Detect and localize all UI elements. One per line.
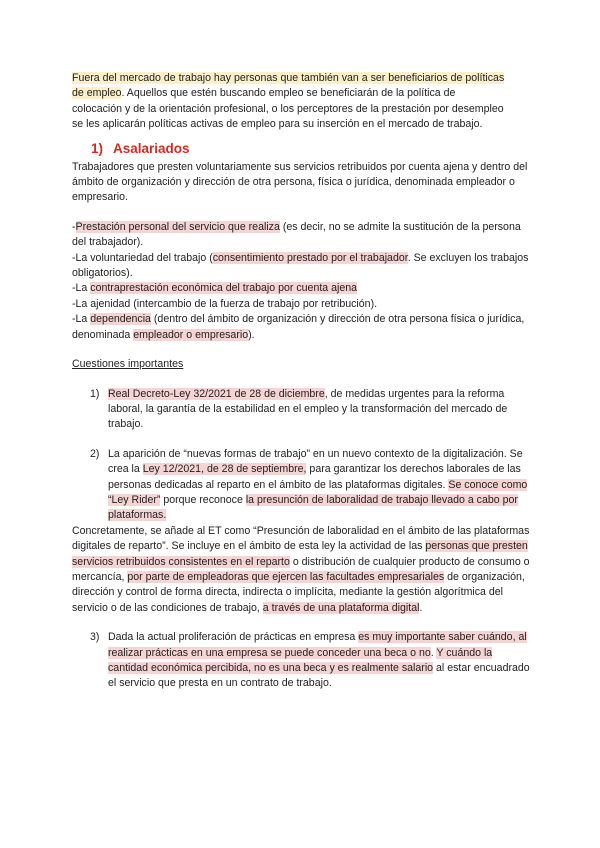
highlight-consentimiento: consentimiento prestado por el trabajador: [212, 251, 408, 264]
highlight-plataforma-digital: a través de una plataforma digital: [262, 601, 420, 614]
intro-line-3: . Aquellos que estén buscando empleo se beneficiarán de la política de: [121, 87, 456, 100]
text-run: , de medidas urgentes para la reforma laboral, la garantía de la estabilidad en el empleo y la transformación del mercado de trabajo.: [108, 387, 508, 431]
cuestiones-heading: Cuestiones importantes: [72, 358, 184, 371]
text-run: Concretamente, se añade al ET como “Presunción de laboralidad en el ámbito de las plataformas digitales de reparto”. Se incluye en el ámbito de esta ley la actividad de las: [72, 524, 530, 553]
highlight-empleadoras: por parte de empleadoras que ejercen las facultades empresariales: [127, 570, 445, 583]
list-item: [72, 630, 532, 692]
requisito-voluntariedad: [72, 251, 532, 282]
text-run: Dada la actual proliferación de prácticas en empresa: [108, 631, 359, 644]
text-run: La aparición de “nuevas formas de trabajo” en un nuevo contexto de la digitalización. Se crea la: [108, 447, 523, 476]
text-run: ).: [248, 328, 255, 341]
asalariados-definition: Trabajadores que presten voluntariamente sus servicios retribuidos por cuenta ajena y dentro del ámbito de organización y dirección de otra persona, física o jurídica, denominada empleador o empresario.: [72, 160, 528, 204]
section-number: 1): [91, 140, 104, 156]
document-page: [72, 71, 532, 692]
requisito-prestacion-personal: [72, 220, 532, 251]
text-run: al estar encuadrado el servicio que presta en un contrato de trabajo.: [108, 662, 530, 690]
text-run: (dentro del ámbito de organización y dirección de otra persona física o jurídica, denominada: [72, 313, 525, 341]
text-run: porque reconoce: [160, 493, 246, 506]
highlight-real-decreto: Real Decreto-Ley 32/2021 de 28 de diciembre: [108, 387, 325, 400]
highlight-presuncion: la presunción de laboralidad de trabajo llevado a cabo por plataformas.: [108, 493, 518, 522]
section-title: Asalariados: [113, 140, 190, 156]
text-run: . Se excluyen los trabajos obligatorios).: [72, 251, 529, 280]
highlight-dependencia: dependencia: [90, 313, 151, 326]
concretamente-paragraph: [72, 524, 532, 616]
text-run: .: [419, 601, 423, 614]
highlight-prestacion-personal: Prestación personal del servicio que realiza: [75, 220, 280, 233]
list-number: 3): [90, 631, 100, 644]
highlight-becas: es muy importante saber cuándo, al realizar prácticas en una empresa se puede conceder una beca o no: [108, 631, 527, 659]
section-heading-asalariados: [91, 140, 532, 157]
requisito-dependencia: [72, 312, 532, 343]
list-item: [72, 447, 532, 524]
text-run: (es decir, no se admite la sustitución de la persona del trabajador).: [72, 220, 521, 249]
text-run: -La: [72, 282, 91, 295]
text-run: -La: [72, 313, 91, 326]
intro-line-2: de empleo: [72, 87, 122, 100]
text-run: para garantizar los derechos laborales de las personas dedicadas al reparto en el ámbito de las plataformas digitales.: [108, 463, 521, 491]
text-run: de organización, dirección y control de forma directa, indirecta o implícita, mediante la gestión algorítmica del servicio o de las condiciones de trabajo,: [72, 570, 525, 614]
text-run: -: [72, 220, 76, 233]
highlight-salario: Y cuándo la cantidad económica percibida, no es una beca y es realmente salario: [108, 646, 493, 674]
highlight-ley-12-2021: Ley 12/2021, de 28 de septiembre,: [142, 463, 307, 476]
highlight-personas-reparto: personas que presten servicios retribuidos consistentes en el reparto: [72, 540, 528, 568]
list-number: 2): [90, 447, 100, 460]
list-item: [72, 387, 532, 433]
text-run: .: [430, 646, 437, 659]
text-run: o distribución de cualquier producto de consumo o mercancía,: [72, 555, 530, 583]
intro-line-5: se les aplicarán políticas activas de empleo para su inserción en el mercado de trabajo.: [72, 118, 483, 131]
intro-line-4: colocación y de la orientación profesional, o los perceptores de la prestación por desempleo: [72, 102, 504, 115]
highlight-contraprestacion: contraprestación económica del trabajo por cuenta ajena: [90, 282, 358, 295]
text-run: -La voluntariedad del trabajo (: [72, 251, 213, 264]
highlight-ley-rider: Se conoce como “Ley Rider”: [108, 478, 528, 506]
intro-line-1: Fuera del mercado de trabajo hay personas que también van a ser beneficiarios de políticas: [72, 72, 505, 84]
intro-paragraph: [72, 71, 532, 133]
list-number: 1): [90, 387, 100, 400]
requisito-contraprestacion: [72, 281, 532, 296]
highlight-empleador: empleador o empresario: [133, 328, 249, 341]
requisito-ajenidad: -La ajenidad (intercambio de la fuerza de trabajo por retribución).: [72, 297, 378, 310]
